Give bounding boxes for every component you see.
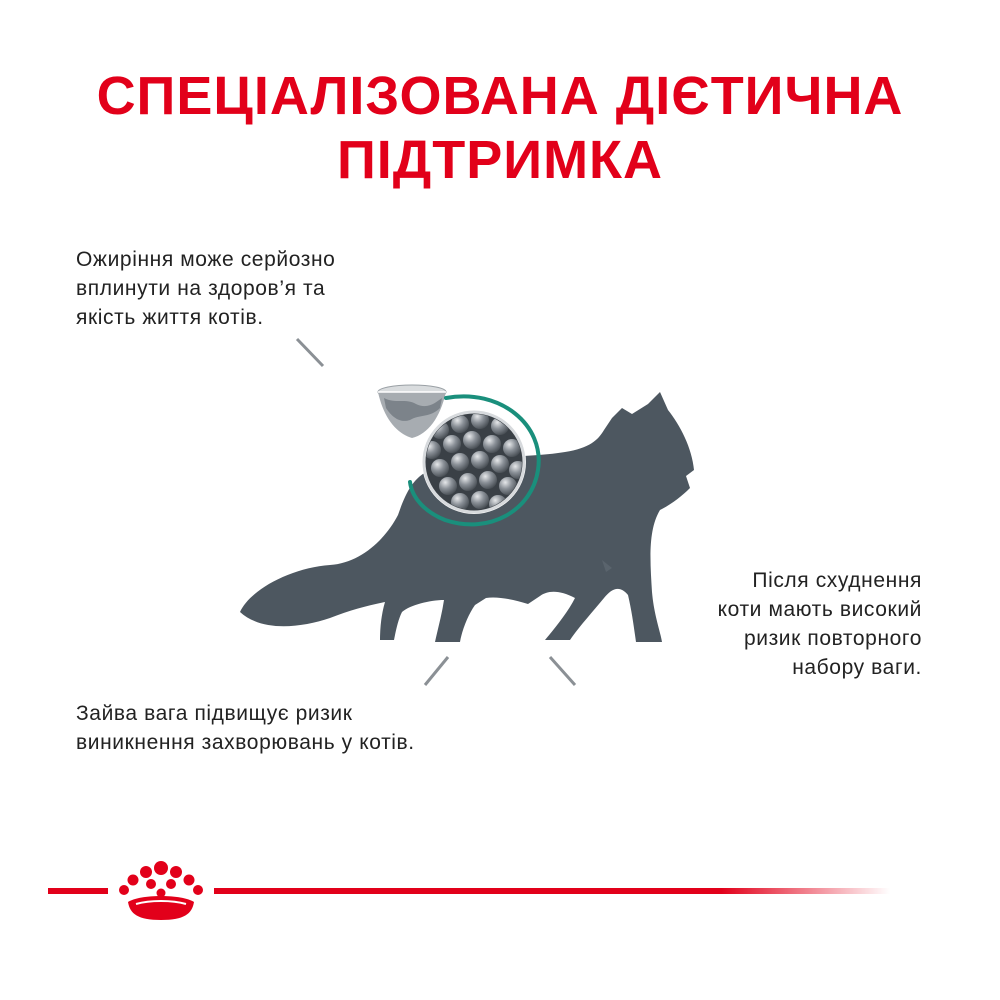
crown-logo-icon	[119, 861, 203, 920]
title-line-1: СПЕЦІАЛІЗОВАНА ДІЄТИЧНА	[96, 66, 904, 126]
callout-regain-line-3: ризик повторного	[743, 627, 922, 650]
callout-obesity-line-3: якість життя котів.	[76, 306, 264, 329]
callout-line-weight-regain	[550, 657, 925, 685]
title-line-2: ПІДТРИМКА	[336, 130, 664, 190]
callout-regain-line-2: коти мають високий	[717, 598, 922, 621]
callout-obesity-line-2: вплинути на здоров’я та	[76, 277, 326, 300]
callout-obesity-line-1: Ожиріння може серйозно	[76, 248, 336, 271]
callout-line-obesity	[76, 339, 323, 366]
callout-regain-line-4: набору ваги.	[792, 656, 922, 679]
callout-risk-line-1: Зайва вага підвищує ризик	[76, 702, 353, 725]
callout-regain-line-1: Після схуднення	[752, 569, 922, 592]
callout-line-disease-risk	[76, 657, 448, 685]
callout-risk-line-2: виникнення захворювань у котів.	[76, 731, 415, 754]
footer-brand-bar	[48, 888, 890, 894]
